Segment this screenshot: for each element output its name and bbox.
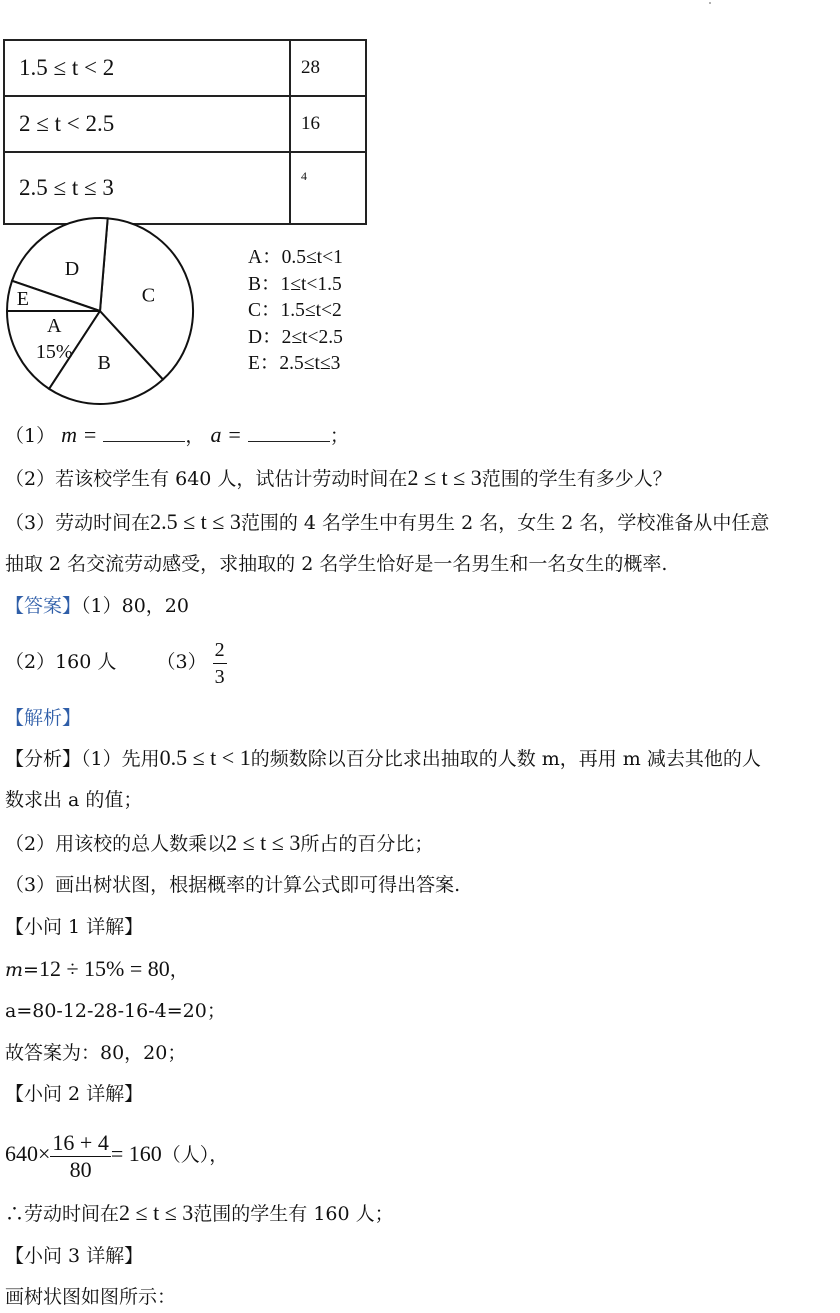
answer-tag: 【答案】 (5, 595, 82, 617)
fraction: $\frac{16 + 4}{80}$ (52, 1129, 109, 1182)
answer-blank (103, 421, 185, 442)
pie-value-label-a: 15% (35, 340, 73, 363)
legend-item-d: D：2≤t<2.5 (248, 326, 343, 348)
range-cell: 2 ≤ t < 2.5 (4, 96, 290, 152)
sub1-line-3: 故答案为：80，20； (5, 1042, 187, 1064)
analysis-tag: 【解析】 (5, 707, 82, 729)
pie-label-e: E (16, 288, 30, 311)
legend-item-e: E：2.5≤t≤3 (248, 353, 341, 374)
count-cell: 4 (290, 152, 366, 224)
legend-item-a: A：0.5≤t<1 (248, 247, 343, 268)
sub2-formula: 640× $\frac{16 + 4}{80}$ = 160（人）， (5, 1129, 229, 1182)
range-cell: 1.5 ≤ t < 2 (4, 40, 290, 96)
pie-chart (0, 212, 200, 412)
sub2-line-2: ∴劳动时间在2 ≤ t ≤ 3范围的学生有 160 人； (5, 1200, 394, 1225)
sub1-line-2: a=80-12-28-16-4=20； (5, 1000, 226, 1022)
sub1-tag: 【小问 1 详解】 (5, 916, 144, 938)
pie-legend (248, 245, 343, 378)
fraction: $\frac{2}{3}$ (214, 638, 225, 688)
table-row (4, 40, 366, 96)
frequency-table (3, 39, 367, 225)
table-row (4, 96, 366, 152)
pie-label-b: B (97, 352, 111, 374)
analysis-line-1: 【分析】（1）先用0.5 ≤ t < 1的频数除以百分比求出抽取的人数 m，再用 m 减去其他的人 (5, 745, 761, 770)
sub3-line-1: 画树状图如图所示： (5, 1286, 177, 1308)
range-cell: 2.5 ≤ t ≤ 3 (4, 152, 290, 224)
sub1-line-1: m=12 ÷ 15% = 80， (5, 956, 189, 981)
pie-label-a: A (46, 314, 62, 337)
answer-line-2: （2）160 人 （3） $\frac{2}{3}$ (5, 638, 225, 688)
count-cell: 28 (290, 40, 366, 96)
question-2: （2）若该校学生有 640 人，试估计劳动时间在2 ≤ t ≤ 3范围的学生有多少人？ (5, 465, 672, 490)
answer-blank (248, 421, 330, 442)
analysis-line-3: （2）用该校的总人数乘以2 ≤ t ≤ 3所占的百分比； (5, 830, 434, 855)
question-3: （3）劳动时间在2.5 ≤ t ≤ 3范围的 4 名学生中有男生 2 名，女生 2 名，学校准备从中任意 (5, 509, 770, 534)
analysis-line-4: （3）画出树状图，根据概率的计算公式即可得出答案. (5, 874, 461, 896)
analysis-line-2: 数求出 a 的值； (5, 789, 143, 811)
count-cell: 16 (290, 96, 366, 152)
sub2-tag: 【小问 2 详解】 (5, 1083, 144, 1105)
answer-line-1: 【答案】（1）80，20 (5, 595, 189, 617)
question-1: （1） m = ， a = ； (5, 422, 349, 447)
scan-dot (709, 2, 711, 4)
legend-item-b: B：1≤t<1.5 (248, 273, 342, 295)
pie-label-c: C (141, 284, 156, 307)
pie-label-d: D (64, 258, 80, 281)
legend-item-c: C：1.5≤t<2 (248, 300, 342, 321)
question-3-cont: 抽取 2 名交流劳动感受，求抽取的 2 名学生恰好是一名男生和一名女生的概率. (5, 553, 668, 575)
sub3-tag: 【小问 3 详解】 (5, 1245, 144, 1267)
